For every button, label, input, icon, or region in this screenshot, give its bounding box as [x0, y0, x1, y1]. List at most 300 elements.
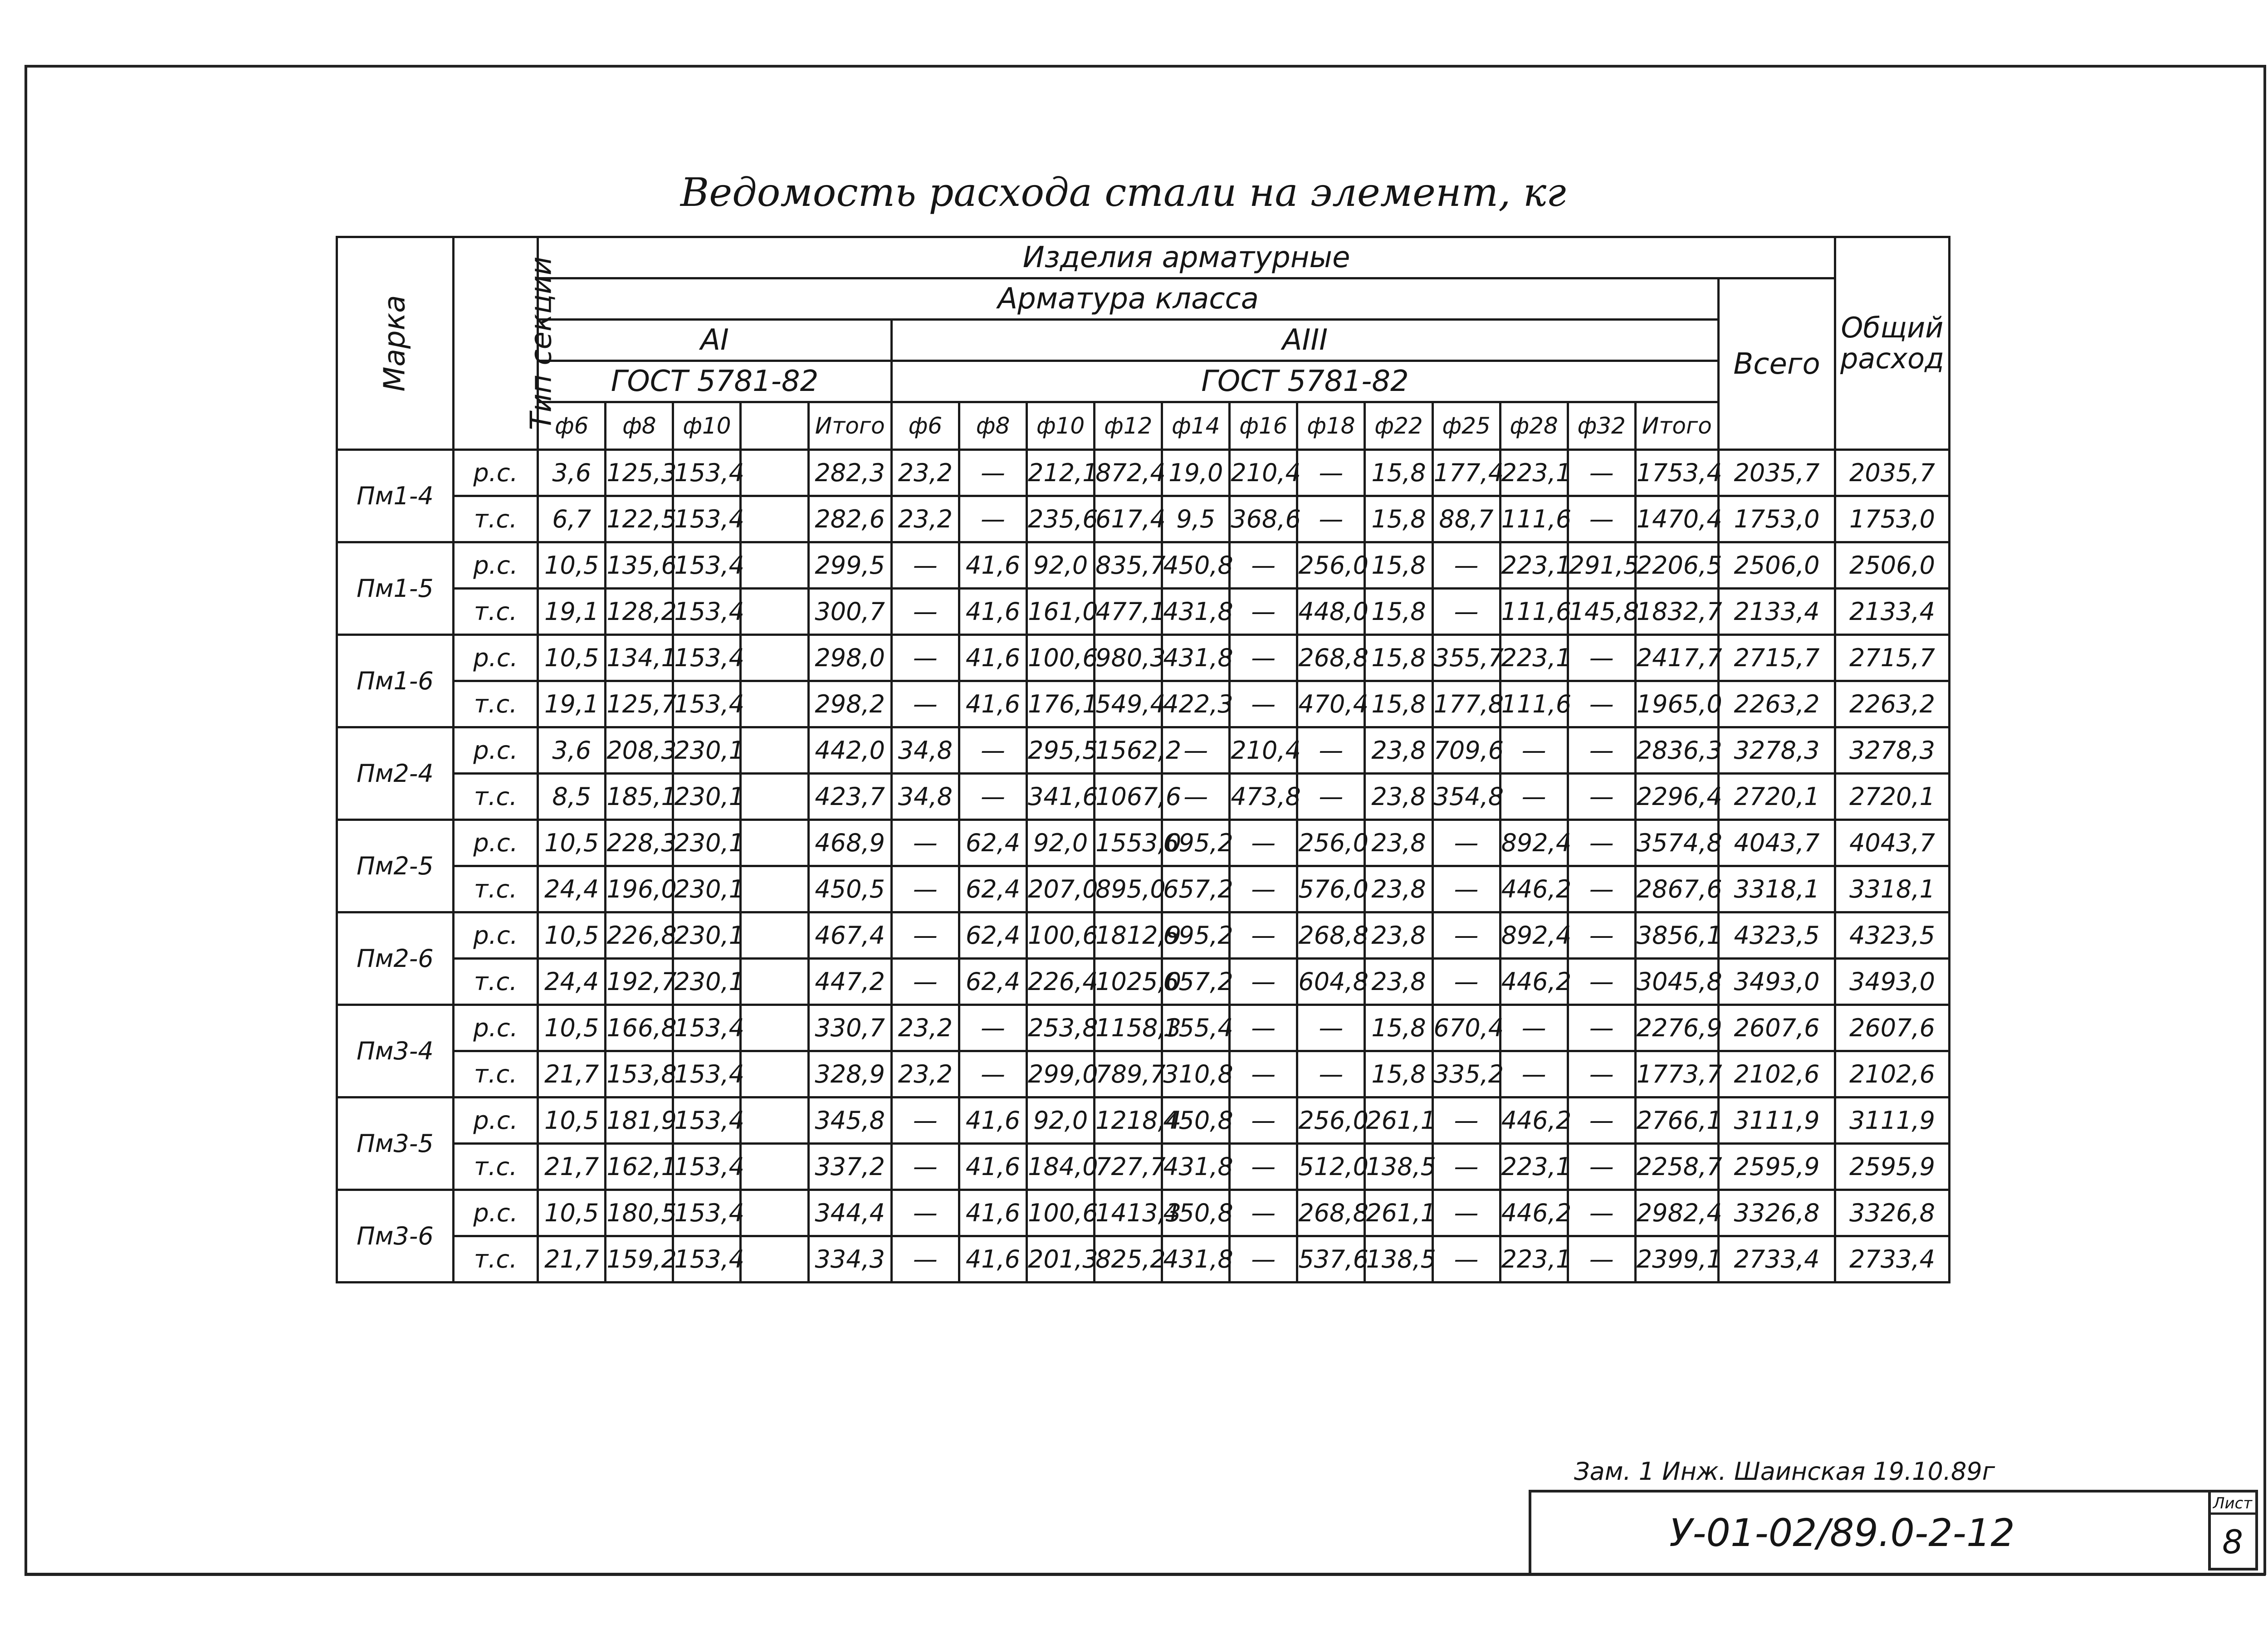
a1-value-cell [741, 866, 808, 912]
section-type-cell: т.с. [453, 774, 538, 820]
a1-value-cell [741, 1144, 808, 1190]
a3-value-cell: 1158,3 [1095, 1005, 1162, 1051]
section-type-cell: т.с. [453, 1144, 538, 1190]
a1-value-cell [741, 727, 808, 774]
diam-a3: ф10 [1027, 402, 1095, 450]
a3-value-cell: 537,6 [1297, 1236, 1365, 1283]
a3-total-cell: 2296,4 [1635, 774, 1718, 820]
a3-value-cell: 1025,0 [1095, 959, 1162, 1005]
table-row [337, 1051, 1950, 1097]
a1-total-cell: 423,7 [808, 774, 891, 820]
a3-value-cell: 41,6 [959, 1190, 1026, 1236]
a3-total-cell: 2258,7 [1635, 1144, 1718, 1190]
table-row [337, 1144, 1950, 1190]
section-type-cell: р.с. [453, 820, 538, 866]
a3-value-cell: 670,4 [1432, 1005, 1500, 1051]
a1-value-cell: 162,1 [606, 1144, 673, 1190]
a3-value-cell: — [1162, 727, 1230, 774]
vsego-cell: 3326,8 [1719, 1190, 1835, 1236]
mark-cell: Пм2-5 [337, 820, 454, 912]
a3-value-cell: 448,0 [1297, 589, 1365, 635]
a3-value-cell: 256,0 [1297, 1097, 1365, 1144]
steel-consumption-table [336, 236, 1950, 1283]
a3-value-cell: — [1297, 1005, 1365, 1051]
a1-value-cell [741, 450, 808, 496]
table-row [337, 774, 1950, 820]
obshchiy-cell: 2733,4 [1835, 1236, 1949, 1283]
section-type-cell: р.с. [453, 727, 538, 774]
a3-value-cell: 23,8 [1365, 727, 1432, 774]
mark-cell: Пм3-6 [337, 1190, 454, 1283]
a3-value-cell: 446,2 [1500, 1097, 1568, 1144]
a1-value-cell: 208,3 [606, 727, 673, 774]
a3-value-cell: 15,8 [1365, 450, 1432, 496]
a1-value-cell [741, 1236, 808, 1283]
a3-total-cell: 2399,1 [1635, 1236, 1718, 1283]
a3-value-cell: 41,6 [959, 589, 1026, 635]
obshchiy-cell: 4323,5 [1835, 912, 1949, 959]
a3-value-cell: — [891, 1190, 959, 1236]
mark-cell: Пм3-5 [337, 1097, 454, 1190]
a3-total-cell: 3856,1 [1635, 912, 1718, 959]
sheet-number: 8 [2222, 1523, 2243, 1561]
a3-value-cell: — [1230, 1236, 1297, 1283]
diam-a3: ф28 [1500, 402, 1568, 450]
a3-value-cell: — [1297, 496, 1365, 542]
a1-value-cell: 24,4 [538, 959, 606, 1005]
a3-value-cell: 100,6 [1027, 912, 1095, 959]
a3-value-cell: — [1568, 959, 1635, 1005]
a3-value-cell: 617,4 [1095, 496, 1162, 542]
a3-value-cell: 980,3 [1095, 635, 1162, 681]
a3-value-cell: — [1432, 866, 1500, 912]
a3-value-cell: 100,6 [1027, 1190, 1095, 1236]
section-type-cell: т.с. [453, 589, 538, 635]
a3-value-cell: — [1500, 1005, 1568, 1051]
a3-value-cell: — [1568, 820, 1635, 866]
a3-value-cell: — [1230, 1097, 1297, 1144]
diam-a1 [741, 402, 808, 450]
a3-value-cell: — [1568, 1097, 1635, 1144]
obshchiy-cell: 2102,6 [1835, 1051, 1949, 1097]
a3-value-cell: 100,6 [1027, 635, 1095, 681]
a3-value-cell: — [1568, 1051, 1635, 1097]
table-body [337, 450, 1950, 1283]
a1-value-cell: 24,4 [538, 866, 606, 912]
a3-value-cell: — [1568, 774, 1635, 820]
vsego-cell: 3111,9 [1719, 1097, 1835, 1144]
sheet-label: Лист [2210, 1492, 2255, 1515]
a1-value-cell: 19,1 [538, 589, 606, 635]
a3-value-cell: — [1230, 1005, 1297, 1051]
a3-value-cell: 512,0 [1297, 1144, 1365, 1190]
a3-value-cell: 892,4 [1500, 820, 1568, 866]
a1-value-cell: 153,4 [673, 542, 741, 589]
a3-value-cell: 256,0 [1297, 542, 1365, 589]
a3-value-cell: 261,1 [1365, 1097, 1432, 1144]
a3-value-cell: — [1432, 912, 1500, 959]
table-row [337, 589, 1950, 635]
a3-value-cell: 335,2 [1432, 1051, 1500, 1097]
diam-a1: ф6 [538, 402, 606, 450]
a1-value-cell: 166,8 [606, 1005, 673, 1051]
a1-value-cell: 196,0 [606, 866, 673, 912]
a3-value-cell: — [1432, 1144, 1500, 1190]
table-row [337, 727, 1950, 774]
a3-value-cell: 23,8 [1365, 866, 1432, 912]
a1-total-cell: 345,8 [808, 1097, 891, 1144]
a1-value-cell [741, 542, 808, 589]
header-class-a3: АIII [891, 320, 1718, 361]
a1-value-cell: 125,3 [606, 450, 673, 496]
a3-value-cell: 695,2 [1162, 912, 1230, 959]
a3-value-cell: 201,3 [1027, 1236, 1095, 1283]
a1-value-cell: 185,1 [606, 774, 673, 820]
a1-value-cell: 230,1 [673, 820, 741, 866]
a3-value-cell: 23,2 [891, 496, 959, 542]
a3-total-header: Итого [1635, 402, 1718, 450]
obshchiy-cell: 2715,7 [1835, 635, 1949, 681]
a3-value-cell: 299,0 [1027, 1051, 1095, 1097]
a1-value-cell [741, 1005, 808, 1051]
a1-value-cell: 153,4 [673, 1236, 741, 1283]
a3-value-cell: 161,0 [1027, 589, 1095, 635]
diam-a3: ф25 [1432, 402, 1500, 450]
a3-total-cell: 1965,0 [1635, 681, 1718, 727]
a1-value-cell [741, 1097, 808, 1144]
col-header-vsego: Всего [1719, 278, 1835, 450]
a1-value-cell: 10,5 [538, 912, 606, 959]
a3-value-cell: 15,8 [1365, 1005, 1432, 1051]
vsego-cell: 2263,2 [1719, 681, 1835, 727]
vsego-cell: 2607,6 [1719, 1005, 1835, 1051]
a3-value-cell: — [891, 1097, 959, 1144]
a3-value-cell: 422,3 [1162, 681, 1230, 727]
a1-total-cell: 447,2 [808, 959, 891, 1005]
a3-value-cell: 177,4 [1432, 450, 1500, 496]
a1-value-cell: 21,7 [538, 1051, 606, 1097]
a3-value-cell: 431,8 [1162, 589, 1230, 635]
table-row [337, 1190, 1950, 1236]
a3-value-cell: — [1568, 1236, 1635, 1283]
mark-cell: Пм2-4 [337, 727, 454, 820]
a1-value-cell: 181,9 [606, 1097, 673, 1144]
vsego-cell: 4323,5 [1719, 912, 1835, 959]
a3-value-cell: 41,6 [959, 635, 1026, 681]
a3-value-cell: 155,4 [1162, 1005, 1230, 1051]
a3-value-cell: 695,2 [1162, 820, 1230, 866]
a1-total-cell: 337,2 [808, 1144, 891, 1190]
a3-value-cell: 253,8 [1027, 1005, 1095, 1051]
a3-value-cell: 446,2 [1500, 866, 1568, 912]
a3-value-cell: 34,8 [891, 727, 959, 774]
header-gost-a3: ГОСТ 5781-82 [891, 361, 1718, 402]
a3-total-cell: 3574,8 [1635, 820, 1718, 866]
a3-value-cell: 835,7 [1095, 542, 1162, 589]
a3-value-cell: 450,8 [1162, 542, 1230, 589]
a3-value-cell: 177,8 [1432, 681, 1500, 727]
vsego-cell: 2595,9 [1719, 1144, 1835, 1190]
a3-value-cell: — [1230, 589, 1297, 635]
a1-value-cell: 6,7 [538, 496, 606, 542]
revision-note: Зам. 1 Инж. Шаинская 19.10.89г [1574, 1457, 1995, 1486]
a1-value-cell: 230,1 [673, 866, 741, 912]
section-type-cell: т.с. [453, 1051, 538, 1097]
a3-value-cell: — [1230, 959, 1297, 1005]
a3-value-cell: — [959, 1005, 1026, 1051]
mark-cell: Пм1-5 [337, 542, 454, 635]
a3-value-cell: — [1230, 820, 1297, 866]
a3-value-cell: 23,2 [891, 450, 959, 496]
a3-value-cell: 657,2 [1162, 866, 1230, 912]
a3-value-cell: 268,8 [1297, 912, 1365, 959]
obshchiy-cell: 3278,3 [1835, 727, 1949, 774]
a3-value-cell: — [1230, 1190, 1297, 1236]
table-row [337, 866, 1950, 912]
a3-value-cell: 657,2 [1162, 959, 1230, 1005]
a1-value-cell: 10,5 [538, 542, 606, 589]
vsego-cell: 2715,7 [1719, 635, 1835, 681]
obshchiy-cell: 2595,9 [1835, 1144, 1949, 1190]
a3-value-cell: 41,6 [959, 1144, 1026, 1190]
a1-value-cell: 122,5 [606, 496, 673, 542]
a3-value-cell: 23,8 [1365, 774, 1432, 820]
a1-total-cell: 328,9 [808, 1051, 891, 1097]
a1-value-cell: 230,1 [673, 727, 741, 774]
a1-value-cell: 10,5 [538, 1005, 606, 1051]
a3-value-cell: 446,2 [1500, 1190, 1568, 1236]
a3-value-cell: 145,8 [1568, 589, 1635, 635]
a3-value-cell: 19,0 [1162, 450, 1230, 496]
a1-value-cell: 159,2 [606, 1236, 673, 1283]
a1-value-cell: 153,4 [673, 1190, 741, 1236]
a3-value-cell: 261,1 [1365, 1190, 1432, 1236]
a3-value-cell: — [891, 681, 959, 727]
a1-value-cell: 8,5 [538, 774, 606, 820]
a3-value-cell: — [1230, 1051, 1297, 1097]
table-row [337, 912, 1950, 959]
table-row [337, 635, 1950, 681]
obshchiy-cell: 3493,0 [1835, 959, 1949, 1005]
a3-value-cell: 450,8 [1162, 1190, 1230, 1236]
a3-value-cell: — [1568, 1144, 1635, 1190]
section-type-cell: т.с. [453, 1236, 538, 1283]
diam-a1: ф10 [673, 402, 741, 450]
a1-value-cell: 228,3 [606, 820, 673, 866]
a3-value-cell: — [1432, 820, 1500, 866]
a3-value-cell: — [1568, 1190, 1635, 1236]
obshchiy-cell: 1753,0 [1835, 496, 1949, 542]
a3-value-cell: 41,6 [959, 681, 1026, 727]
vsego-cell: 2102,6 [1719, 1051, 1835, 1097]
section-type-cell: т.с. [453, 866, 538, 912]
a3-value-cell: — [1568, 912, 1635, 959]
diam-a3: ф8 [959, 402, 1026, 450]
a3-value-cell: 268,8 [1297, 1190, 1365, 1236]
a3-value-cell: 892,4 [1500, 912, 1568, 959]
vsego-cell: 3493,0 [1719, 959, 1835, 1005]
a1-value-cell [741, 1190, 808, 1236]
a3-value-cell: — [1568, 496, 1635, 542]
table-row [337, 959, 1950, 1005]
a3-value-cell: 23,8 [1365, 820, 1432, 866]
section-type-cell: р.с. [453, 1190, 538, 1236]
a3-value-cell: — [1230, 542, 1297, 589]
a3-value-cell: 431,8 [1162, 1236, 1230, 1283]
a3-value-cell: 111,6 [1500, 589, 1568, 635]
a1-value-cell: 153,4 [673, 496, 741, 542]
a3-value-cell: 207,0 [1027, 866, 1095, 912]
obshchiy-cell: 3326,8 [1835, 1190, 1949, 1236]
a3-value-cell: 92,0 [1027, 1097, 1095, 1144]
a3-value-cell: — [1230, 912, 1297, 959]
a1-value-cell: 135,6 [606, 542, 673, 589]
a3-value-cell: — [1297, 450, 1365, 496]
a3-value-cell: — [1568, 866, 1635, 912]
header-gost-a1: ГОСТ 5781-82 [538, 361, 892, 402]
document-code: У-01-02/89.0-2-12 [1669, 1511, 2015, 1555]
section-type-cell: т.с. [453, 959, 538, 1005]
obshchiy-cell: 3318,1 [1835, 866, 1949, 912]
obshchiy-cell: 4043,7 [1835, 820, 1949, 866]
a3-value-cell: — [1230, 1144, 1297, 1190]
a1-value-cell [741, 959, 808, 1005]
a3-value-cell: 895,0 [1095, 866, 1162, 912]
a3-value-cell: 1067,6 [1095, 774, 1162, 820]
a3-value-cell: 92,0 [1027, 820, 1095, 866]
a1-value-cell: 153,4 [673, 681, 741, 727]
a3-value-cell: 872,4 [1095, 450, 1162, 496]
a3-value-cell: 354,8 [1432, 774, 1500, 820]
a1-total-cell: 442,0 [808, 727, 891, 774]
a3-value-cell: 235,6 [1027, 496, 1095, 542]
a3-value-cell: 15,8 [1365, 635, 1432, 681]
a1-total-header: Итого [808, 402, 891, 450]
a3-value-cell: — [1230, 866, 1297, 912]
header-izdeliya: Изделия арматурные [538, 237, 1835, 278]
a3-value-cell: 41,6 [959, 1236, 1026, 1283]
a3-value-cell: 210,4 [1230, 450, 1297, 496]
a3-value-cell: 1413,3 [1095, 1190, 1162, 1236]
a3-value-cell: — [1162, 774, 1230, 820]
a3-value-cell: 23,2 [891, 1005, 959, 1051]
frame-right-border [2263, 65, 2266, 1575]
a3-value-cell: 1553,0 [1095, 820, 1162, 866]
a3-value-cell: — [959, 774, 1026, 820]
section-type-cell: т.с. [453, 496, 538, 542]
frame-left-border [24, 65, 27, 1575]
a1-value-cell [741, 1051, 808, 1097]
a3-value-cell: 549,4 [1095, 681, 1162, 727]
a1-value-cell: 180,5 [606, 1190, 673, 1236]
a3-value-cell: — [1500, 774, 1568, 820]
a3-value-cell: 477,1 [1095, 589, 1162, 635]
a3-value-cell: 256,0 [1297, 820, 1365, 866]
a3-value-cell: — [1297, 727, 1365, 774]
a3-value-cell: 138,5 [1365, 1236, 1432, 1283]
a1-total-cell: 467,4 [808, 912, 891, 959]
a3-value-cell: 62,4 [959, 959, 1026, 1005]
a3-value-cell: — [1432, 1097, 1500, 1144]
obshchiy-cell: 3111,9 [1835, 1097, 1949, 1144]
a1-value-cell: 230,1 [673, 774, 741, 820]
a3-total-cell: 3045,8 [1635, 959, 1718, 1005]
a3-value-cell: — [1568, 1005, 1635, 1051]
a3-total-cell: 2206,5 [1635, 542, 1718, 589]
document-title: Ведомость расхода стали на элемент, кг [680, 170, 1566, 215]
table-row [337, 1097, 1950, 1144]
a1-value-cell: 153,4 [673, 1005, 741, 1051]
a1-value-cell: 3,6 [538, 727, 606, 774]
a3-total-cell: 2836,3 [1635, 727, 1718, 774]
a3-total-cell: 2417,7 [1635, 635, 1718, 681]
a1-value-cell [741, 774, 808, 820]
diam-a3: ф12 [1095, 402, 1162, 450]
vsego-cell: 2133,4 [1719, 589, 1835, 635]
table-row [337, 496, 1950, 542]
diam-a3: ф6 [891, 402, 959, 450]
table-row [337, 681, 1950, 727]
a3-value-cell: 727,7 [1095, 1144, 1162, 1190]
a1-value-cell: 153,4 [673, 635, 741, 681]
a1-value-cell: 10,5 [538, 1190, 606, 1236]
a3-value-cell: 604,8 [1297, 959, 1365, 1005]
a3-value-cell: 709,6 [1432, 727, 1500, 774]
table-row [337, 542, 1950, 589]
table-row [337, 1236, 1950, 1283]
col-header-marka: Марка [337, 237, 454, 450]
a3-value-cell: — [959, 1051, 1026, 1097]
a1-value-cell: 226,8 [606, 912, 673, 959]
a3-value-cell: — [891, 1236, 959, 1283]
a1-value-cell: 153,4 [673, 589, 741, 635]
a3-total-cell: 2276,9 [1635, 1005, 1718, 1051]
a1-value-cell: 21,7 [538, 1144, 606, 1190]
a3-value-cell: 9,5 [1162, 496, 1230, 542]
diam-a3: ф32 [1568, 402, 1635, 450]
a1-value-cell [741, 912, 808, 959]
a3-value-cell: — [891, 635, 959, 681]
diam-a3: ф18 [1297, 402, 1365, 450]
a3-value-cell: 23,8 [1365, 959, 1432, 1005]
frame-top-border [27, 65, 2266, 68]
mark-cell: Пм2-6 [337, 912, 454, 1005]
a3-value-cell: 15,8 [1365, 681, 1432, 727]
a3-value-cell: 138,5 [1365, 1144, 1432, 1190]
a3-value-cell: — [891, 959, 959, 1005]
diam-a1: ф8 [606, 402, 673, 450]
a3-value-cell: 789,7 [1095, 1051, 1162, 1097]
a3-value-cell: 15,8 [1365, 496, 1432, 542]
section-type-cell: р.с. [453, 542, 538, 589]
a1-value-cell: 153,4 [673, 1051, 741, 1097]
section-type-cell: р.с. [453, 1005, 538, 1051]
a3-value-cell: 92,0 [1027, 542, 1095, 589]
a1-total-cell: 468,9 [808, 820, 891, 866]
a3-value-cell: 825,2 [1095, 1236, 1162, 1283]
a3-value-cell: 431,8 [1162, 1144, 1230, 1190]
a3-value-cell: 576,0 [1297, 866, 1365, 912]
vsego-cell: 2506,0 [1719, 542, 1835, 589]
a3-value-cell: — [1568, 635, 1635, 681]
a3-value-cell: 223,1 [1500, 450, 1568, 496]
a1-total-cell: 344,4 [808, 1190, 891, 1236]
a1-total-cell: 298,0 [808, 635, 891, 681]
a3-value-cell: 1562,2 [1095, 727, 1162, 774]
a3-value-cell: 41,6 [959, 1097, 1026, 1144]
a3-value-cell: 295,5 [1027, 727, 1095, 774]
diam-a3: ф22 [1365, 402, 1432, 450]
